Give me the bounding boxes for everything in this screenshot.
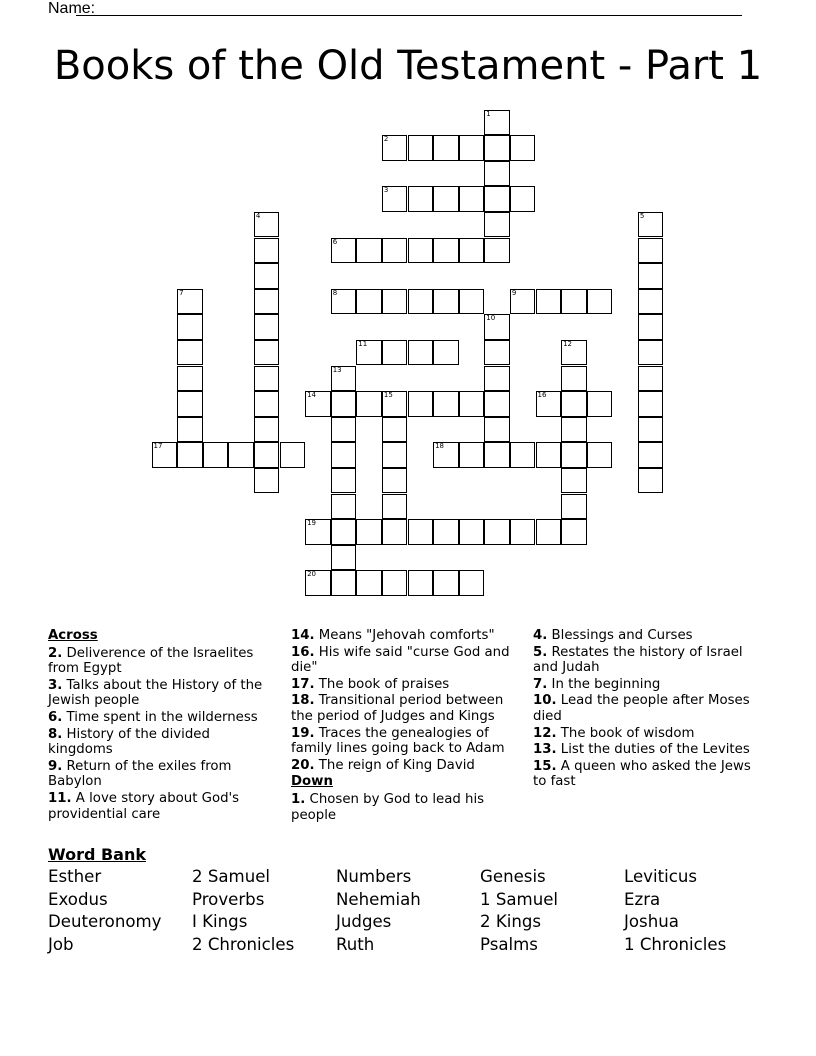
- grid-cell[interactable]: [510, 186, 536, 212]
- page-title: Books of the Old Testament - Part 1: [53, 43, 763, 89]
- grid-cell[interactable]: [484, 366, 510, 392]
- grid-cell[interactable]: [510, 135, 536, 161]
- clue-number: 10: [486, 314, 496, 323]
- grid-cell[interactable]: [305, 391, 331, 417]
- grid-cell[interactable]: [331, 417, 357, 443]
- grid-cell[interactable]: [433, 570, 459, 596]
- grid-cell[interactable]: [459, 186, 485, 212]
- grid-cell[interactable]: [484, 110, 510, 136]
- grid-cell[interactable]: [433, 442, 459, 468]
- clue-down-15: 15. A queen who asked the Jews to fast: [533, 758, 751, 790]
- grid-cell[interactable]: [408, 135, 434, 161]
- word-bank-item: Ezra: [624, 889, 661, 909]
- grid-cell[interactable]: [228, 442, 254, 468]
- grid-cell[interactable]: [484, 417, 510, 443]
- grid-cell[interactable]: [254, 238, 280, 264]
- grid-cell[interactable]: [331, 366, 357, 392]
- clue-number: 11: [358, 339, 368, 348]
- clue-across-8: 8. History of the divided kingdoms: [48, 726, 210, 758]
- grid-cell[interactable]: [459, 442, 485, 468]
- grid-cell[interactable]: [459, 519, 485, 545]
- grid-cell[interactable]: [484, 161, 510, 187]
- grid-cell[interactable]: [459, 391, 485, 417]
- clue-across-17: 17. The book of praises: [291, 676, 450, 692]
- grid-cell[interactable]: [382, 186, 408, 212]
- clue-number: 1: [486, 109, 491, 118]
- grid-cell[interactable]: [305, 519, 331, 545]
- grid-cell[interactable]: [177, 289, 203, 315]
- clue-down-5: 5. Restates the history of Israel and Judah: [533, 644, 743, 676]
- clue-down-1: 1. Chosen by God to lead his people: [291, 791, 485, 823]
- clue-number: 17: [153, 442, 163, 451]
- grid-cell[interactable]: [561, 417, 587, 443]
- clue-number: 8: [332, 288, 338, 297]
- grid-cell[interactable]: [254, 442, 280, 468]
- grid-cell[interactable]: [254, 391, 280, 417]
- clue-down-4: 4. Blessings and Curses: [533, 628, 693, 643]
- clue-number: 6: [332, 237, 338, 246]
- clue-across-16: 16. His wife said "curse God and die": [291, 644, 510, 676]
- grid-cell[interactable]: [331, 570, 357, 596]
- grid-cell[interactable]: [561, 519, 587, 545]
- word-bank-heading: Word Bank: [48, 845, 147, 864]
- grid-cell[interactable]: [433, 186, 459, 212]
- grid-cell[interactable]: [638, 417, 664, 443]
- clue-number: 14: [307, 391, 317, 400]
- grid-cell[interactable]: [331, 238, 357, 264]
- grid-cell[interactable]: [177, 340, 203, 366]
- grid-cell[interactable]: [561, 366, 587, 392]
- grid-cell[interactable]: [536, 289, 562, 315]
- grid-cell[interactable]: [561, 468, 587, 494]
- grid-cell[interactable]: [433, 519, 459, 545]
- across-heading: Across: [48, 628, 98, 643]
- word-bank-item: 2 Chronicles: [192, 934, 295, 954]
- grid-cell[interactable]: [280, 442, 306, 468]
- grid-cell[interactable]: [382, 494, 408, 520]
- grid-cell[interactable]: [484, 340, 510, 366]
- grid-cell[interactable]: [433, 289, 459, 315]
- grid-cell[interactable]: [254, 289, 280, 315]
- grid-cell[interactable]: [254, 314, 280, 340]
- word-bank: [48, 866, 768, 956]
- grid-cell[interactable]: [459, 289, 485, 315]
- clue-across-19: 19. Traces the genealogies of family lines going back to Adam: [291, 725, 505, 757]
- grid-cell[interactable]: [638, 468, 664, 494]
- grid-cell[interactable]: [254, 468, 280, 494]
- word-bank-item: 2 Kings: [480, 912, 542, 932]
- grid-cell[interactable]: [408, 340, 434, 366]
- grid-cell[interactable]: [484, 391, 510, 417]
- word-bank-item: Proverbs: [192, 889, 265, 909]
- grid-cell[interactable]: [587, 289, 613, 315]
- grid-cell[interactable]: [638, 238, 664, 264]
- grid-cell[interactable]: [331, 289, 357, 315]
- grid-cell[interactable]: [254, 366, 280, 392]
- clue-number: 16: [537, 391, 547, 400]
- grid-cell[interactable]: [356, 570, 382, 596]
- grid-cell[interactable]: [382, 391, 408, 417]
- grid-cell[interactable]: [254, 263, 280, 289]
- clue-number: 2: [383, 135, 389, 144]
- grid-cell[interactable]: [408, 289, 434, 315]
- word-bank-item: Joshua: [624, 912, 679, 932]
- grid-cell[interactable]: [433, 135, 459, 161]
- grid-cell[interactable]: [433, 238, 459, 264]
- grid-cell[interactable]: [382, 442, 408, 468]
- grid-cell[interactable]: [356, 289, 382, 315]
- clue-number: 20: [307, 570, 317, 579]
- clue-number: 19: [307, 519, 317, 528]
- grid-cell[interactable]: [561, 340, 587, 366]
- grid-cell[interactable]: [408, 391, 434, 417]
- grid-cell[interactable]: [561, 442, 587, 468]
- grid-cell[interactable]: [408, 238, 434, 264]
- word-bank-item: Leviticus: [624, 867, 697, 886]
- grid-cell[interactable]: [331, 545, 357, 571]
- grid-cell[interactable]: [177, 417, 203, 443]
- clue-number: 15: [383, 391, 393, 400]
- word-bank-item: I Kings: [192, 912, 248, 932]
- grid-cell[interactable]: [638, 391, 664, 417]
- word-bank-item: Ruth: [336, 934, 375, 954]
- clue-number: 9: [511, 288, 517, 297]
- grid-cell[interactable]: [203, 442, 229, 468]
- clues-column-2: [291, 628, 519, 824]
- down-heading: Down: [291, 774, 333, 790]
- grid-cell[interactable]: [331, 468, 357, 494]
- grid-cell[interactable]: [356, 340, 382, 366]
- grid-cell[interactable]: [484, 186, 510, 212]
- word-bank-item: 1 Chronicles: [624, 934, 727, 954]
- grid-cell[interactable]: [484, 519, 510, 545]
- word-bank-item: Deuteronomy: [48, 912, 162, 932]
- grid-cell[interactable]: [484, 238, 510, 264]
- grid-cell[interactable]: [331, 519, 357, 545]
- name-label: Name:: [48, 0, 96, 17]
- grid-cell[interactable]: [177, 366, 203, 392]
- clue-number: 13: [332, 365, 342, 374]
- grid-cell[interactable]: [382, 135, 408, 161]
- grid-cell[interactable]: [536, 442, 562, 468]
- grid-cell[interactable]: [305, 570, 331, 596]
- word-bank-item: Judges: [336, 912, 392, 932]
- clue-across-20: 20. The reign of King David: [291, 757, 475, 773]
- word-bank-item: Psalms: [480, 934, 538, 954]
- grid-cell[interactable]: [459, 238, 485, 264]
- grid-cell[interactable]: [382, 238, 408, 264]
- grid-cell[interactable]: [177, 391, 203, 417]
- grid-cell[interactable]: [254, 340, 280, 366]
- clue-number: 4: [255, 211, 261, 220]
- grid-cell[interactable]: [484, 314, 510, 340]
- grid-cell[interactable]: [254, 212, 280, 238]
- clue-across-6: 6. Time spent in the wilderness: [48, 709, 258, 725]
- grid-cell[interactable]: [587, 442, 613, 468]
- word-bank-item: Exodus: [48, 889, 108, 909]
- grid-cell[interactable]: [638, 212, 664, 238]
- grid-cell[interactable]: [536, 391, 562, 417]
- grid-cell[interactable]: [459, 135, 485, 161]
- grid-cell[interactable]: [408, 570, 434, 596]
- grid-cell[interactable]: [484, 212, 510, 238]
- word-bank-item: Genesis: [480, 867, 546, 886]
- grid-cell[interactable]: [510, 442, 536, 468]
- grid-cell[interactable]: [356, 519, 382, 545]
- grid-cell[interactable]: [561, 391, 587, 417]
- grid-cell[interactable]: [356, 238, 382, 264]
- clue-across-3: 3. Talks about the History of the Jewish people: [48, 677, 263, 709]
- clue-across-14: 14. Means "Jehovah comforts": [291, 628, 495, 643]
- grid-cell[interactable]: [382, 340, 408, 366]
- grid-cell[interactable]: [382, 468, 408, 494]
- grid-cell[interactable]: [382, 417, 408, 443]
- grid-cell[interactable]: [382, 570, 408, 596]
- grid-cell[interactable]: [587, 391, 613, 417]
- clue-number: 12: [563, 339, 573, 348]
- grid-cell[interactable]: [536, 519, 562, 545]
- clue-across-9: 9. Return of the exiles from Babylon: [48, 758, 232, 790]
- word-bank-item: Esther: [48, 867, 102, 886]
- word-bank-item: Numbers: [336, 867, 412, 886]
- word-bank-item: Nehemiah: [336, 889, 421, 909]
- grid-cell[interactable]: [382, 519, 408, 545]
- clue-number: 7: [179, 288, 184, 297]
- grid-cell[interactable]: [331, 391, 357, 417]
- grid-cell[interactable]: [152, 442, 178, 468]
- word-bank-item: Job: [48, 934, 74, 954]
- grid-cell[interactable]: [177, 442, 203, 468]
- clue-down-10: 10. Lead the people after Moses died: [533, 693, 750, 724]
- grid-cell[interactable]: [561, 289, 587, 315]
- clues-column-3: [533, 628, 768, 791]
- grid-cell[interactable]: [356, 391, 382, 417]
- clues-column-1: [48, 628, 276, 823]
- grid-cell[interactable]: [459, 570, 485, 596]
- clue-across-2: 2. Deliverence of the Israelites from Egypt: [48, 645, 254, 677]
- clue-number: 3: [383, 186, 389, 195]
- grid-cell[interactable]: [638, 442, 664, 468]
- grid-cell[interactable]: [510, 289, 536, 315]
- word-bank-item: 2 Samuel: [192, 867, 271, 886]
- grid-cell[interactable]: [382, 289, 408, 315]
- clue-number: 5: [639, 211, 645, 220]
- clue-across-11: 11. A love story about God's providential care: [48, 790, 240, 822]
- grid-cell[interactable]: [561, 494, 587, 520]
- clue-number: 18: [435, 442, 445, 451]
- grid-cell[interactable]: [484, 135, 510, 161]
- grid-cell[interactable]: [638, 263, 664, 289]
- grid-cell[interactable]: [331, 494, 357, 520]
- grid-cell[interactable]: [638, 366, 664, 392]
- grid-cell[interactable]: [331, 442, 357, 468]
- clue-down-7: 7. In the beginning: [533, 676, 661, 692]
- grid-cell[interactable]: [638, 314, 664, 340]
- grid-cell[interactable]: [254, 417, 280, 443]
- grid-cell[interactable]: [408, 519, 434, 545]
- grid-cell[interactable]: [484, 442, 510, 468]
- grid-cell[interactable]: [177, 314, 203, 340]
- grid-cell[interactable]: [408, 186, 434, 212]
- grid-cell[interactable]: [510, 519, 536, 545]
- grid-cell[interactable]: [433, 340, 459, 366]
- grid-cell[interactable]: [433, 391, 459, 417]
- grid-cell[interactable]: [638, 289, 664, 315]
- clue-down-13: 13. List the duties of the Levites: [533, 742, 750, 758]
- clue-across-18: 18. Transitional period between the period of Judges and Kings: [291, 693, 504, 724]
- grid-cell[interactable]: [638, 340, 664, 366]
- word-bank-item: 1 Samuel: [480, 889, 559, 909]
- clue-down-12: 12. The book of wisdom: [533, 725, 695, 741]
